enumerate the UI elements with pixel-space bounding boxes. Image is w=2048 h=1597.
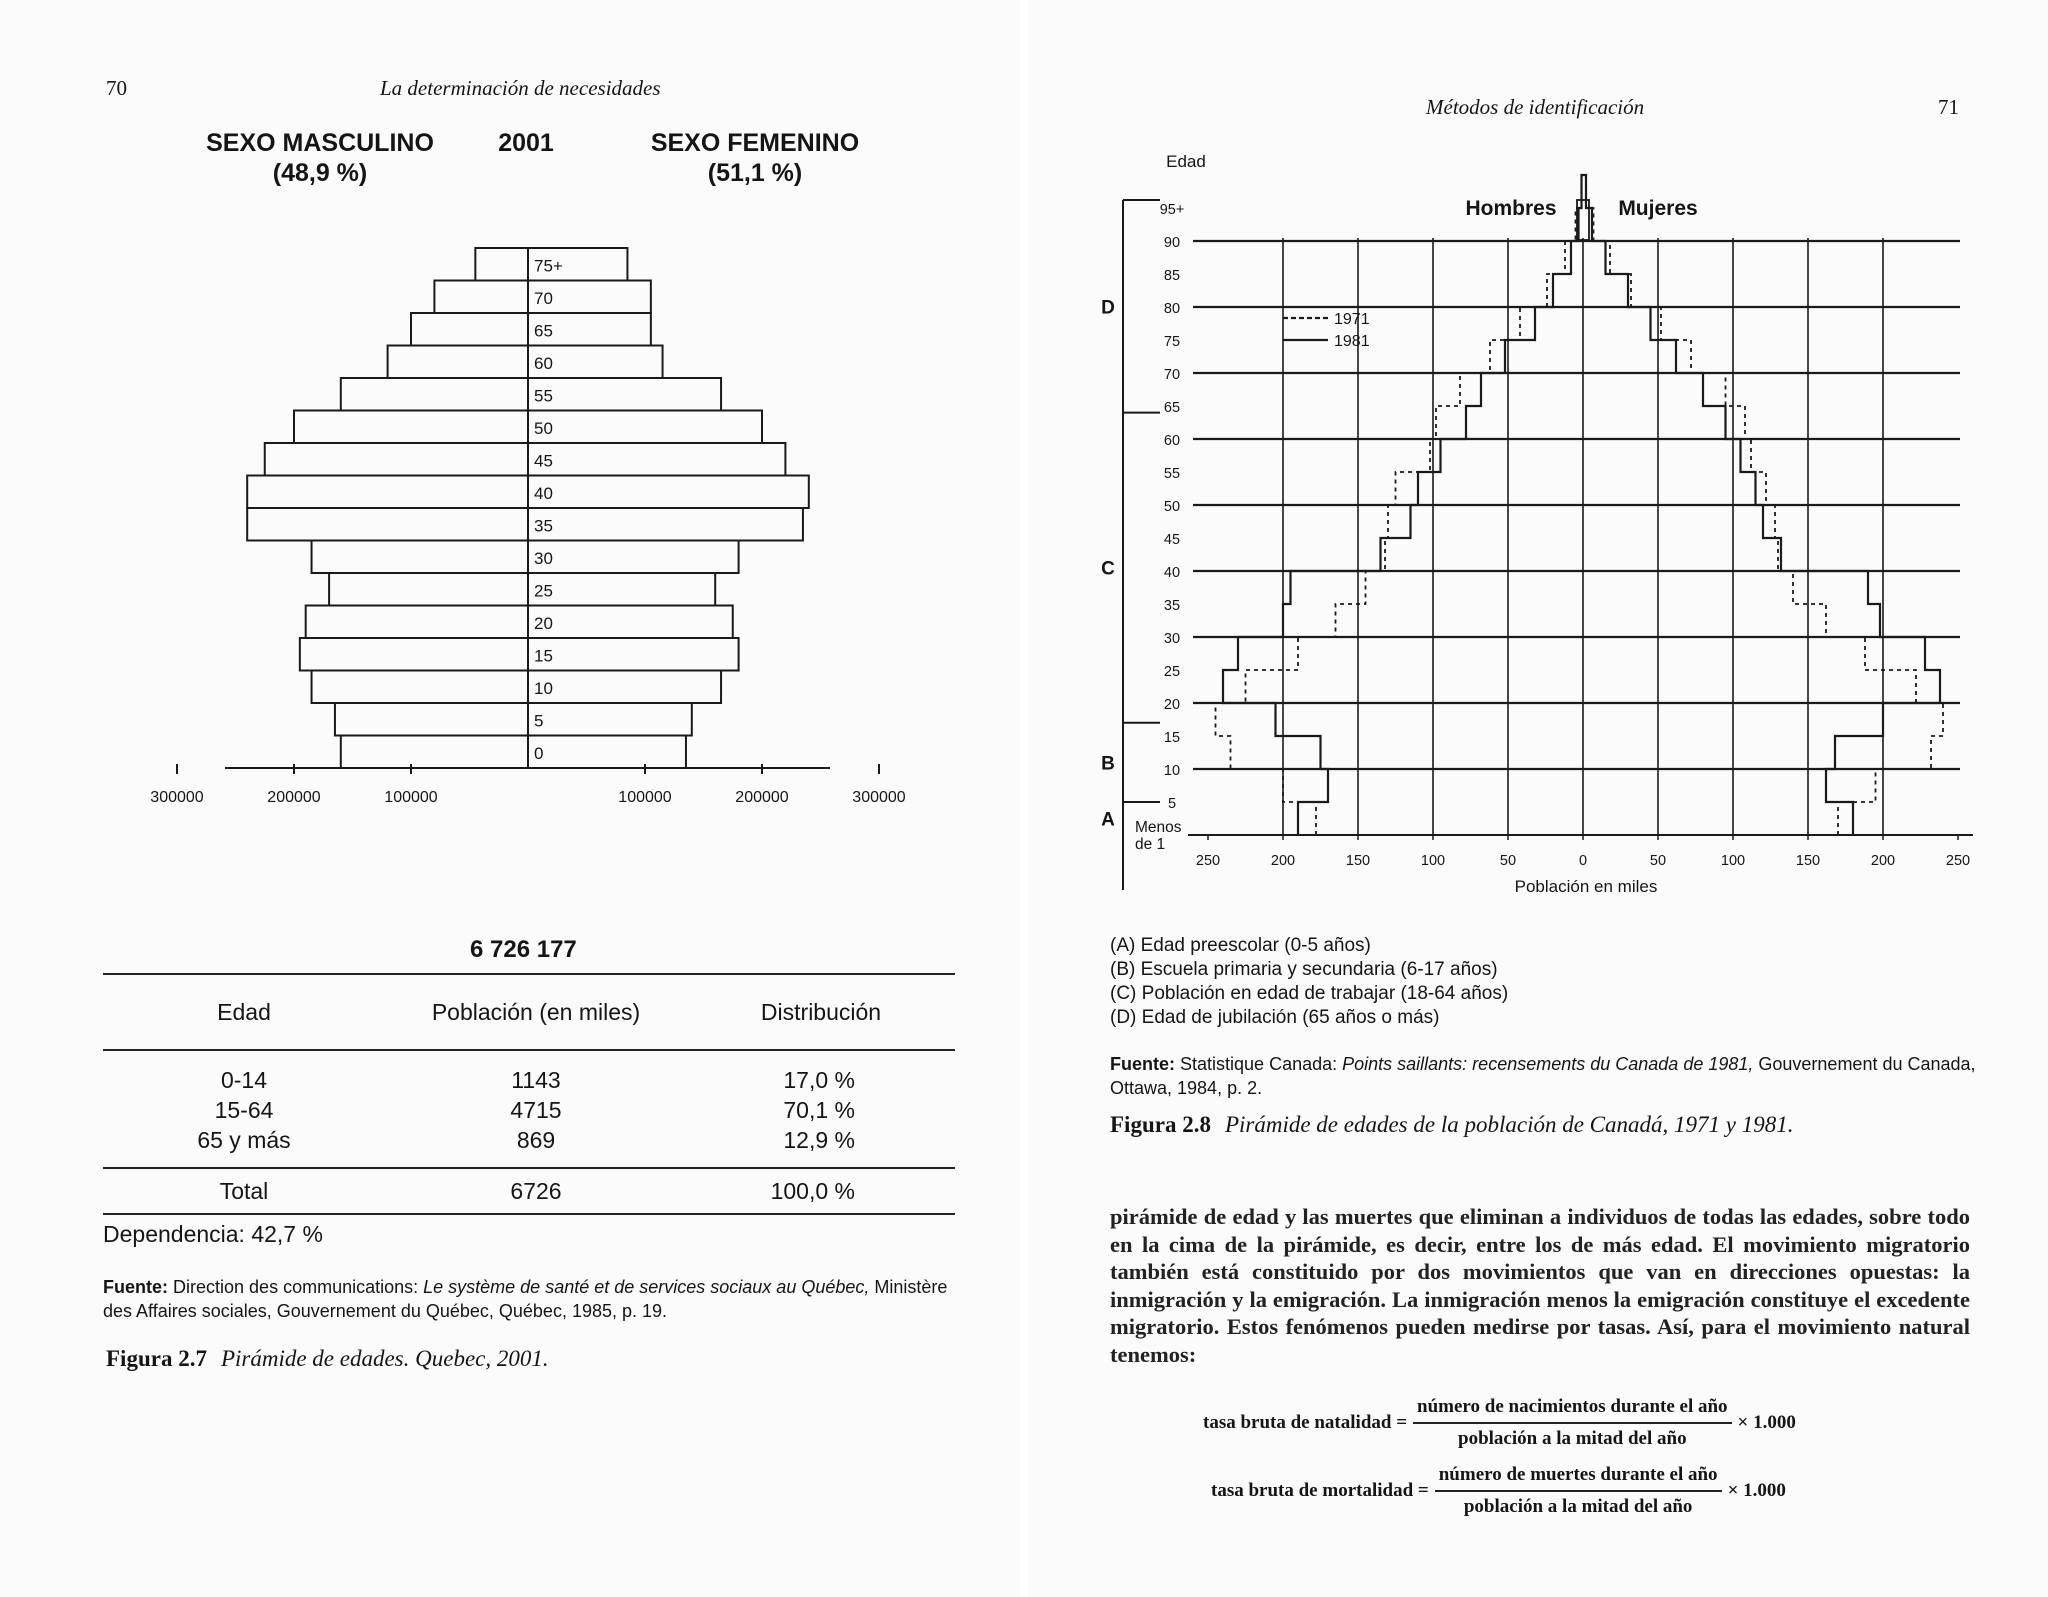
x-tick-label: 100000 bbox=[384, 789, 438, 806]
denominator: población a la mitad del año bbox=[1463, 1496, 1693, 1517]
female-bar bbox=[528, 541, 739, 574]
cell-population: 4715 bbox=[510, 1096, 562, 1123]
page-number: 71 bbox=[1938, 95, 1959, 119]
male-bar bbox=[312, 671, 528, 704]
cell-total-population: 6726 bbox=[385, 1168, 687, 1214]
x-tick-label: 250 bbox=[1195, 853, 1221, 869]
y-tick-label: 50 bbox=[1163, 499, 1181, 515]
canada-age-pyramid-chart bbox=[1028, 0, 2048, 920]
male-pct: (48,9 %) bbox=[272, 159, 368, 187]
figure-caption bbox=[1110, 1112, 1793, 1138]
legend-label: 1981 bbox=[1334, 333, 1370, 350]
age-group-label: 75+ bbox=[534, 256, 563, 276]
legend-item-c: (C) Población en edad de trabajar (18-64 años) bbox=[1110, 983, 1509, 1004]
right-page bbox=[1028, 0, 2048, 1597]
figure-source bbox=[103, 1275, 963, 1323]
y-tick-label: 60 bbox=[1163, 433, 1181, 449]
age-group-label: 65 bbox=[534, 321, 553, 341]
cell-total-distribution: 100,0 % bbox=[687, 1168, 955, 1214]
left-page bbox=[0, 0, 1020, 1597]
cell-age: 0-14 bbox=[220, 1066, 268, 1093]
fraction bbox=[1435, 1464, 1722, 1518]
y-tick-label: de 1 bbox=[1135, 836, 1166, 853]
cell-population: 1143 bbox=[511, 1066, 561, 1093]
table-row bbox=[103, 1050, 955, 1095]
hombres-label: Hombres bbox=[1465, 197, 1557, 220]
page-number: 70 bbox=[106, 76, 127, 100]
male-bar bbox=[341, 378, 528, 411]
age-group-label: 60 bbox=[534, 353, 553, 373]
y-tick-label: Menos bbox=[1135, 819, 1182, 836]
fraction bbox=[1413, 1396, 1732, 1450]
male-bar bbox=[300, 638, 528, 671]
male-bar bbox=[341, 736, 528, 769]
y-axis-title: Edad bbox=[1166, 152, 1206, 171]
legend-item-b: (B) Escuela primaria y secundaria (6-17 años) bbox=[1110, 959, 1498, 980]
y-tick-label: 40 bbox=[1163, 565, 1181, 581]
male-bar bbox=[265, 443, 528, 476]
year-label: 2001 bbox=[498, 129, 554, 157]
source-label: Fuente: bbox=[1110, 1054, 1175, 1074]
cell-distribution: 70,1 % bbox=[783, 1096, 855, 1123]
running-head: La determinación de necesidades bbox=[380, 76, 661, 100]
group-label-b: B bbox=[1101, 753, 1115, 775]
age-group-label: 45 bbox=[534, 451, 553, 471]
y-tick-label: 65 bbox=[1163, 400, 1181, 416]
female-label: SEXO FEMENINO bbox=[650, 129, 860, 157]
header-edad: Edad bbox=[103, 974, 385, 1050]
female-bar bbox=[528, 411, 762, 444]
age-group-label: 50 bbox=[534, 418, 553, 438]
header-distribucion: Distribución bbox=[687, 974, 955, 1050]
age-group-label: 10 bbox=[534, 678, 553, 698]
numerator: número de nacimientos durante el año bbox=[1413, 1396, 1732, 1424]
female-bar bbox=[528, 671, 721, 704]
source-label: Fuente: bbox=[103, 1277, 168, 1297]
female-bar bbox=[528, 476, 809, 509]
equals-sign: = bbox=[1413, 1480, 1429, 1501]
male-bar bbox=[335, 703, 528, 736]
y-tick-label: 90 bbox=[1163, 235, 1181, 251]
group-label-c: C bbox=[1101, 558, 1115, 580]
age-group-legend bbox=[1110, 934, 1508, 1030]
age-group-label: 5 bbox=[534, 711, 544, 731]
table-row bbox=[103, 1125, 955, 1168]
age-group-label: 55 bbox=[534, 386, 553, 406]
y-tick-label: 95+ bbox=[1159, 202, 1185, 218]
x-tick-label: 150 bbox=[1345, 853, 1371, 869]
male-bar bbox=[247, 476, 528, 509]
y-tick-label: 55 bbox=[1163, 466, 1181, 482]
x-tick-label: 200000 bbox=[735, 789, 789, 806]
y-tick-label: 35 bbox=[1163, 598, 1181, 614]
x-tick-label: 200000 bbox=[267, 789, 321, 806]
source-text: Direction des communications: bbox=[173, 1277, 424, 1297]
dependency-ratio: Dependencia: 42,7 % bbox=[103, 1221, 323, 1247]
female-bar bbox=[528, 638, 739, 671]
female-bar bbox=[528, 736, 686, 769]
y-tick-label: 75 bbox=[1163, 334, 1181, 350]
table-header-row bbox=[103, 974, 955, 1050]
y-tick-label: 10 bbox=[1163, 763, 1181, 779]
cell-age: 15-64 bbox=[214, 1096, 274, 1123]
female-bar bbox=[528, 606, 733, 639]
legend-item-d: (D) Edad de jubilación (65 años o más) bbox=[1110, 1007, 1440, 1028]
x-tick-label: 300000 bbox=[852, 789, 906, 806]
cell-total-label: Total bbox=[103, 1168, 385, 1214]
formula-label: tasa bruta de natalidad bbox=[1203, 1412, 1392, 1433]
table-total-row bbox=[103, 1168, 955, 1214]
y-tick-label: 20 bbox=[1163, 697, 1181, 713]
y-tick-label: 25 bbox=[1163, 664, 1181, 680]
formula-natalidad bbox=[1203, 1396, 1796, 1450]
x-tick-label: 50 bbox=[1649, 853, 1667, 869]
age-group-label: 20 bbox=[534, 613, 553, 633]
age-group-label: 25 bbox=[534, 581, 553, 601]
cell-age: 65 y más bbox=[197, 1126, 291, 1153]
table-row bbox=[103, 1095, 955, 1125]
figure-title: Pirámide de edades. Quebec, 2001. bbox=[220, 1346, 549, 1371]
group-label-a: A bbox=[1101, 809, 1115, 831]
figure-source bbox=[1110, 1052, 1980, 1100]
figure-label: Figura 2.7 bbox=[106, 1346, 207, 1371]
male-bar bbox=[388, 346, 528, 379]
female-pct: (51,1 %) bbox=[707, 159, 803, 187]
male-bar bbox=[294, 411, 528, 444]
figure-title: Pirámide de edades de la población de Canadá, 1971 y 1981. bbox=[1224, 1112, 1794, 1137]
legend-item-a: (A) Edad preescolar (0-5 años) bbox=[1110, 935, 1371, 956]
running-head: Métodos de identificación bbox=[1426, 95, 1645, 119]
male-bar bbox=[411, 313, 528, 346]
male-bar bbox=[475, 248, 528, 281]
female-bar bbox=[528, 703, 692, 736]
y-tick-label: 5 bbox=[1167, 796, 1177, 812]
formula-mortalidad bbox=[1211, 1464, 1786, 1518]
x-tick-label: 150 bbox=[1795, 853, 1821, 869]
x-tick-label: 300000 bbox=[150, 789, 204, 806]
cell-population: 869 bbox=[516, 1126, 556, 1153]
age-group-label: 35 bbox=[534, 516, 553, 536]
age-group-label: 40 bbox=[534, 483, 553, 503]
age-group-label: 30 bbox=[534, 548, 553, 568]
legend-label: 1971 bbox=[1334, 311, 1370, 328]
factor: × 1.000 bbox=[1737, 1412, 1796, 1433]
source-title: Le système de santé et de services sociaux au Québec, bbox=[423, 1277, 870, 1297]
mujeres-label: Mujeres bbox=[1618, 197, 1698, 220]
source-title: Points saillants: recensements du Canada de 1981, bbox=[1342, 1054, 1754, 1074]
numerator: número de muertes durante el año bbox=[1435, 1464, 1722, 1492]
y-tick-label: 80 bbox=[1163, 301, 1181, 317]
male-bar bbox=[306, 606, 528, 639]
source-rest: Gouvernement du Canada, Ottawa, 1984, p. 2. bbox=[1110, 1054, 1976, 1098]
age-group-label: 0 bbox=[534, 743, 544, 763]
female-bar bbox=[528, 378, 721, 411]
cell-distribution: 12,9 % bbox=[783, 1126, 855, 1153]
x-tick-label: 200 bbox=[1870, 853, 1896, 869]
x-tick-label: 0 bbox=[1578, 853, 1588, 869]
x-tick-label: 100 bbox=[1720, 853, 1746, 869]
x-tick-label: 250 bbox=[1945, 853, 1971, 869]
body-paragraph: pirámide de edad y las muertes que eliminan a individuos de todas las edades, sobre todo en la cima de la pirámide, es decir, entre los de más edad. El movimiento migratorio también está constituido por dos movimientos que van en direcciones opuestas: la inmigración y la emigración. La inmigración menos la emigración constituye el excedente migratorio. Estos fenómenos pueden medirse por tasas. Así, para el movimiento natural tenemos: bbox=[1110, 1204, 1970, 1367]
figure-label: Figura 2.8 bbox=[1110, 1112, 1211, 1137]
male-bar bbox=[434, 281, 528, 314]
population-table bbox=[103, 973, 955, 1215]
y-tick-label: 70 bbox=[1163, 367, 1181, 383]
x-axis-title: Población en miles bbox=[1514, 877, 1658, 896]
female-bar bbox=[528, 573, 715, 606]
male-bar bbox=[247, 508, 528, 541]
male-bar bbox=[329, 573, 528, 606]
factor: × 1.000 bbox=[1727, 1480, 1786, 1501]
y-tick-label: 45 bbox=[1163, 532, 1181, 548]
equals-sign: = bbox=[1391, 1412, 1408, 1433]
formula-label: tasa bruta de mortalidad bbox=[1211, 1480, 1414, 1501]
x-tick-label: 100000 bbox=[618, 789, 672, 806]
group-label-d: D bbox=[1101, 297, 1115, 319]
y-tick-label: 30 bbox=[1163, 631, 1181, 647]
y-tick-label: 15 bbox=[1163, 730, 1181, 746]
figure-caption bbox=[106, 1346, 549, 1372]
age-group-label: 70 bbox=[534, 288, 553, 308]
male-label: SEXO MASCULINO bbox=[206, 129, 434, 157]
x-tick-label: 100 bbox=[1420, 853, 1446, 869]
header-poblacion: Población (en miles) bbox=[385, 974, 687, 1050]
y-tick-label: 85 bbox=[1163, 268, 1181, 284]
total-population: 6 726 177 bbox=[470, 936, 577, 963]
source-text: Statistique Canada: bbox=[1180, 1054, 1343, 1074]
cell-distribution: 17,0 % bbox=[783, 1066, 855, 1093]
source-rest: Ministère des Affaires sociales, Gouvernement du Québec, Québec, 1985, p. 19. bbox=[103, 1277, 948, 1321]
denominator: población a la mitad del año bbox=[1458, 1428, 1687, 1449]
female-bar bbox=[528, 443, 785, 476]
male-bar bbox=[312, 541, 528, 574]
x-tick-label: 200 bbox=[1270, 853, 1296, 869]
quebec-age-pyramid-chart bbox=[0, 0, 1020, 820]
x-tick-label: 50 bbox=[1499, 853, 1517, 869]
age-group-label: 15 bbox=[534, 646, 553, 666]
female-bar bbox=[528, 508, 803, 541]
